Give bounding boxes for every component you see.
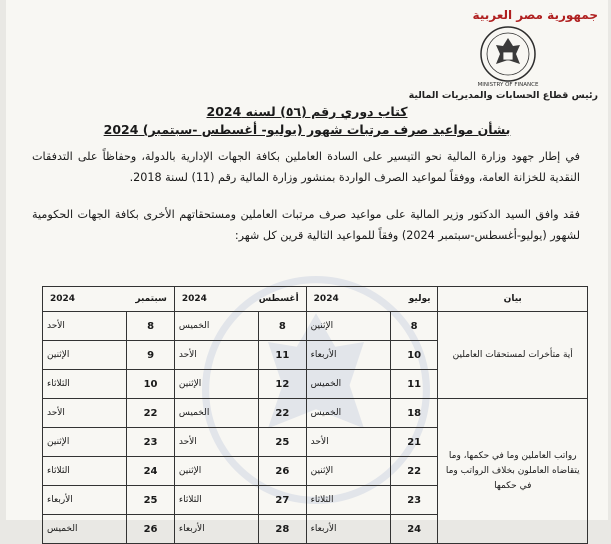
department-name: رئيس قطاع الحسابات والمديريات المالية [408,90,598,101]
day-name: الإثنين [43,341,127,370]
date-number: 27 [259,486,307,515]
date-number: 10 [390,341,438,370]
date-number: 12 [259,370,307,399]
day-name: الخميس [174,399,258,428]
date-number: 9 [127,341,175,370]
document-subject: بشأن مواعيد صرف مرتبات شهور (يوليو- أغسطس -سبتمبر) 2024 [103,122,511,137]
date-number: 24 [127,457,175,486]
header-label: بيان [438,287,588,312]
day-name: الأحد [43,399,127,428]
date-number: 21 [390,428,438,457]
paragraph-approval: فقد وافق السيد الدكتور وزير المالية على مواعيد صرف مرتبات العاملين ومستحقاتهم الأخرى بكافة الجهات الحكومية لشهور (يوليو-أغسطس-سبتمبر 2024) وفقاً للمواعيد التالية قرين كل شهر: [32,208,580,242]
document-title: كتاب دوري رقم (٥٦) لسنه 2024 [206,104,408,119]
day-name: الخميس [174,312,258,341]
header-month-2 [174,287,306,312]
day-name: الإثنين [306,312,390,341]
date-number: 25 [127,486,175,515]
day-name: الثلاثاء [43,370,127,399]
day-name: الخميس [306,370,390,399]
svg-text:MINISTRY OF FINANCE: MINISTRY OF FINANCE [477,82,539,88]
table-row [43,312,588,341]
country-name: جمهورية مصر العربية [472,8,598,22]
day-name: الأحد [174,428,258,457]
date-number: 11 [259,341,307,370]
month-year: 2024 [313,294,339,304]
day-name: الخميس [306,399,390,428]
date-number: 22 [390,457,438,486]
day-name: الإثنين [306,457,390,486]
day-name: الإثنين [174,370,258,399]
day-name: الثلاثاء [43,457,127,486]
day-name: الخميس [43,515,127,544]
table-header-row [43,287,588,312]
group-label: رواتب العاملين وما في حكمها، وما يتقاضاه العاملون بخلاف الرواتب وما في حكمها [438,399,588,544]
day-name: الأربعاء [174,515,258,544]
date-number: 8 [259,312,307,341]
group-label: أية متأخرات لمستحقات العاملين [438,312,588,399]
date-number: 23 [390,486,438,515]
date-number: 22 [259,399,307,428]
date-number: 10 [127,370,175,399]
date-number: 18 [390,399,438,428]
date-number: 8 [127,312,175,341]
date-number: 28 [259,515,307,544]
month-name: يوليو [408,294,431,304]
day-name: الأربعاء [306,515,390,544]
date-number: 8 [390,312,438,341]
document-page [6,0,608,535]
day-name: الثلاثاء [306,486,390,515]
date-number: 23 [127,428,175,457]
month-year: 2024 [50,294,76,304]
day-name: الثلاثاء [174,486,258,515]
header-month-1 [306,287,438,312]
date-number: 24 [390,515,438,544]
day-name: الإثنين [174,457,258,486]
date-number: 25 [259,428,307,457]
day-name: الأربعاء [306,341,390,370]
salary-schedule-table [42,286,588,544]
date-number: 11 [390,370,438,399]
month-year: 2024 [181,294,207,304]
date-number: 22 [127,399,175,428]
day-name: الأربعاء [43,486,127,515]
table-row [43,399,588,428]
day-name: الأحد [306,428,390,457]
paragraph-intro: في إطار جهود وزارة المالية نحو التيسير على السادة العاملين بكافة الجهات الإدارية بالدولة، وحفاظاً على التدفقات النقدية للخزانة العامة، ووفقاً لمواعيد الصرف الواردة بمنشور وزارة المالية رقم (11) لسنة 2018. [32,150,580,184]
day-name: الإثنين [43,428,127,457]
header-month-3 [43,287,175,312]
day-name: الأحد [174,341,258,370]
month-name: سبتمبر [135,294,167,304]
date-number: 26 [127,515,175,544]
ministry-logo [472,24,544,90]
day-name: الأحد [43,312,127,341]
date-number: 26 [259,457,307,486]
month-name: أغسطس [258,294,299,304]
